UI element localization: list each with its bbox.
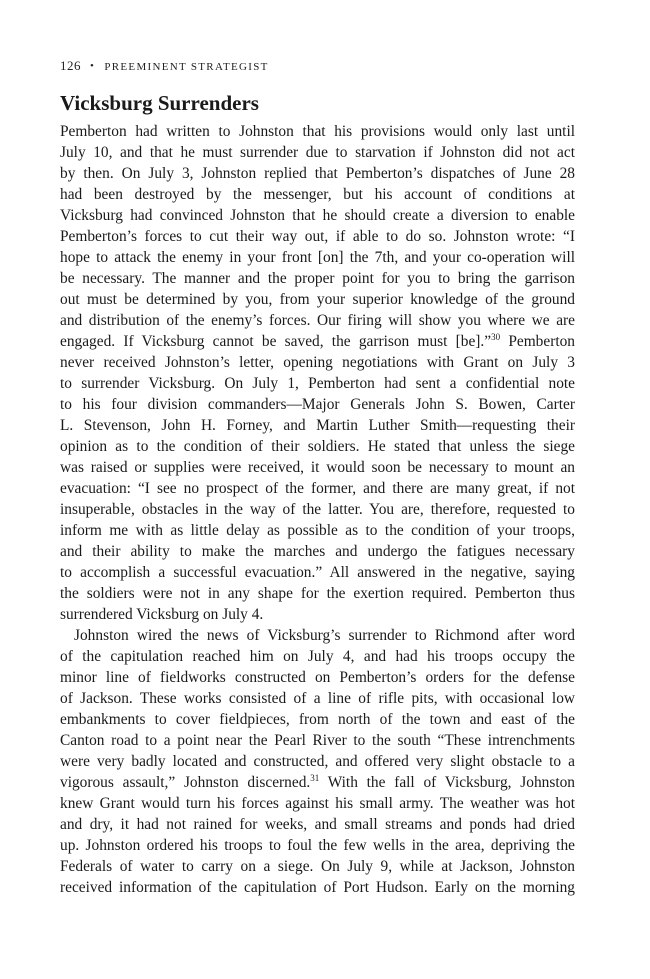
text-line: surrendered Vicksburg on July 4. xyxy=(60,606,264,623)
text-line: Pemberton had written to Johnston that his provisions would only last until xyxy=(60,123,575,140)
running-head xyxy=(60,56,575,76)
text-line: hope to attack the enemy in your front [on] the 7th, and your co-operation will xyxy=(60,249,575,266)
text-line-with-note xyxy=(60,772,575,793)
text-line: Pemberton’s forces to cut their way out, if able to do so. Johnston wrote: “I xyxy=(60,228,575,245)
text-fragment: engaged. If Vicksburg cannot be saved, the garrison must [be].” xyxy=(60,333,492,350)
text-line: be necessary. The manner and the proper point for you to bring the garrison xyxy=(60,270,575,287)
text-line: Johnston wired the news of Vicksburg’s surrender to Richmond after word xyxy=(74,627,575,644)
text-line: received information of the capitulation of Port Hudson. Early on the morning xyxy=(60,879,575,896)
text-line: to accomplish a successful evacuation.” All answered in the negative, saying xyxy=(60,564,575,581)
text-line: and their ability to make the marches and undergo the fatigues necessary xyxy=(60,543,575,560)
text-line: Federals of water to carry on a siege. On July 9, while at Jackson, Johnston xyxy=(60,858,575,875)
running-head-section-title: PREEMINENT STRATEGIST xyxy=(104,61,269,73)
text-line: of the capitulation reached him on July 4, and had his troops occupy the xyxy=(60,648,575,665)
text-line: embankments to cover fieldpieces, from north of the town and east of the xyxy=(60,711,575,728)
text-line: minor line of fieldworks constructed on Pemberton’s orders for the defense xyxy=(60,669,575,686)
section-heading: Vicksburg Surrenders xyxy=(60,91,259,115)
text-line: up. Johnston ordered his troops to foul the few wells in the area, depriving the xyxy=(60,837,575,854)
book-page xyxy=(60,56,575,898)
text-line: opinion as to the condition of their soldiers. He stated that unless the siege xyxy=(60,438,575,455)
text-line: to surrender Vicksburg. On July 1, Pemberton had sent a confidential note xyxy=(60,375,575,392)
text-fragment: Pemberton xyxy=(500,333,575,350)
text-fragment: With the fall of Vicksburg, Johnston xyxy=(319,774,575,791)
text-line: of Jackson. These works consisted of a line of rifle pits, with occasional low xyxy=(60,690,575,707)
text-line: and distribution of the enemy’s forces. Our firing will show you where we are xyxy=(60,312,575,329)
text-line: insuperable, obstacles in the way of the latter. You are, therefore, requested to xyxy=(60,501,575,518)
text-line: evacuation: “I see no prospect of the former, and there are many great, if not xyxy=(60,480,575,497)
text-line: to his four division commanders—Major Generals John S. Bowen, Carter xyxy=(60,396,575,413)
text-line: was raised or supplies were received, it would soon be necessary to mount an xyxy=(60,459,575,476)
text-line: L. Stevenson, John H. Forney, and Martin Luther Smith—requesting their xyxy=(60,417,575,434)
text-line: by then. On July 3, Johnston replied that Pemberton’s dispatches of June 28 xyxy=(60,165,575,182)
paragraph xyxy=(60,625,575,898)
text-line: the soldiers were not in any shape for the exertion required. Pemberton thus xyxy=(60,585,575,602)
footnote-marker-31[interactable]: 31 xyxy=(310,772,320,783)
text-line: never received Johnston’s letter, opening negotiations with Grant on July 3 xyxy=(60,354,575,371)
text-line: inform me with as little delay as possible as to the condition of your troops, xyxy=(60,522,575,539)
text-line: out must be determined by you, from your superior knowledge of the ground xyxy=(60,291,575,308)
page-number: 126 xyxy=(60,58,81,73)
text-line: and dry, it had not rained for weeks, and small streams and ponds had dried xyxy=(60,816,575,833)
text-line-with-note xyxy=(60,331,575,352)
text-line: were very badly located and constructed, and offered very slight obstacle to a xyxy=(60,753,575,770)
text-line: Canton road to a point near the Pearl River to the south “These intrenchments xyxy=(60,732,575,749)
text-line: knew Grant would turn his forces against his small army. The weather was hot xyxy=(60,795,575,812)
bullet-separator: • xyxy=(90,60,95,72)
text-line: had been destroyed by the messenger, but his account of conditions at xyxy=(60,186,575,203)
text-line: Vicksburg had convinced Johnston that he should create a diversion to enable xyxy=(60,207,575,224)
paragraph xyxy=(60,121,575,625)
footnote-marker-30[interactable]: 30 xyxy=(491,331,501,342)
text-line: July 10, and that he must surrender due to starvation if Johnston did not act xyxy=(60,144,575,161)
text-fragment: vigorous assault,” Johnston discerned. xyxy=(60,774,311,791)
